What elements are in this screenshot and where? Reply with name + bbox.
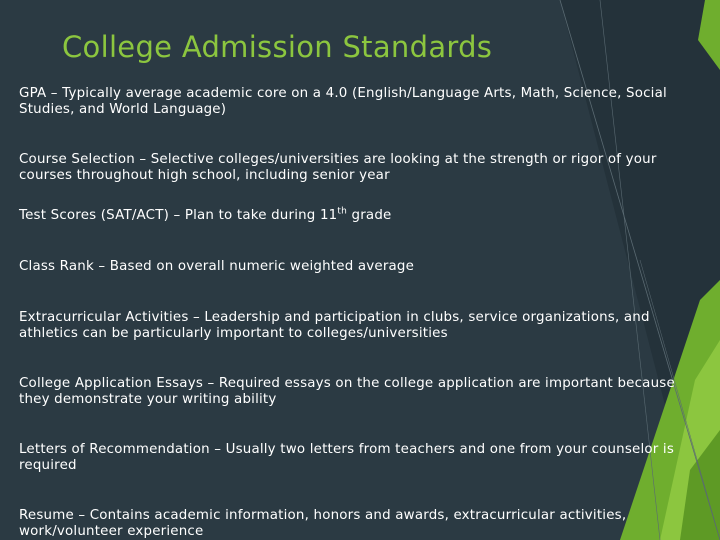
list-item-course-selection: Course Selection – Selective colleges/universities are looking at the strength or rigor of your courses throughout high school, including senior year <box>19 152 657 183</box>
test-scores-text: Test Scores (SAT/ACT) – Plan to take during 11 <box>19 208 338 223</box>
list-item-extracurricular: Extracurricular Activities – Leadership and participation in clubs, service organizations, and athletics can be particularly important to colleges/universities <box>19 310 650 341</box>
test-scores-superscript: th <box>337 206 348 217</box>
list-item-test-scores <box>19 208 689 224</box>
list-item-resume: Resume – Contains academic information, honors and awards, extracurricular activities, work/volunteer experience <box>19 508 627 539</box>
test-scores-suffix: grade <box>347 208 392 223</box>
list-item-gpa: GPA – Typically average academic core on a 4.0 (English/Language Arts, Math, Science, Social Studies, and World Language) <box>19 86 667 117</box>
list-item-essays: College Application Essays – Required essays on the college application are important because they demonstrate your writing ability <box>19 376 675 407</box>
list-item-class-rank: Class Rank – Based on overall numeric weighted average <box>19 259 415 274</box>
list-item-recommendation: Letters of Recommendation – Usually two letters from teachers and one from your counselor is required <box>19 442 675 473</box>
slide-title: College Admission Standards <box>62 30 493 64</box>
